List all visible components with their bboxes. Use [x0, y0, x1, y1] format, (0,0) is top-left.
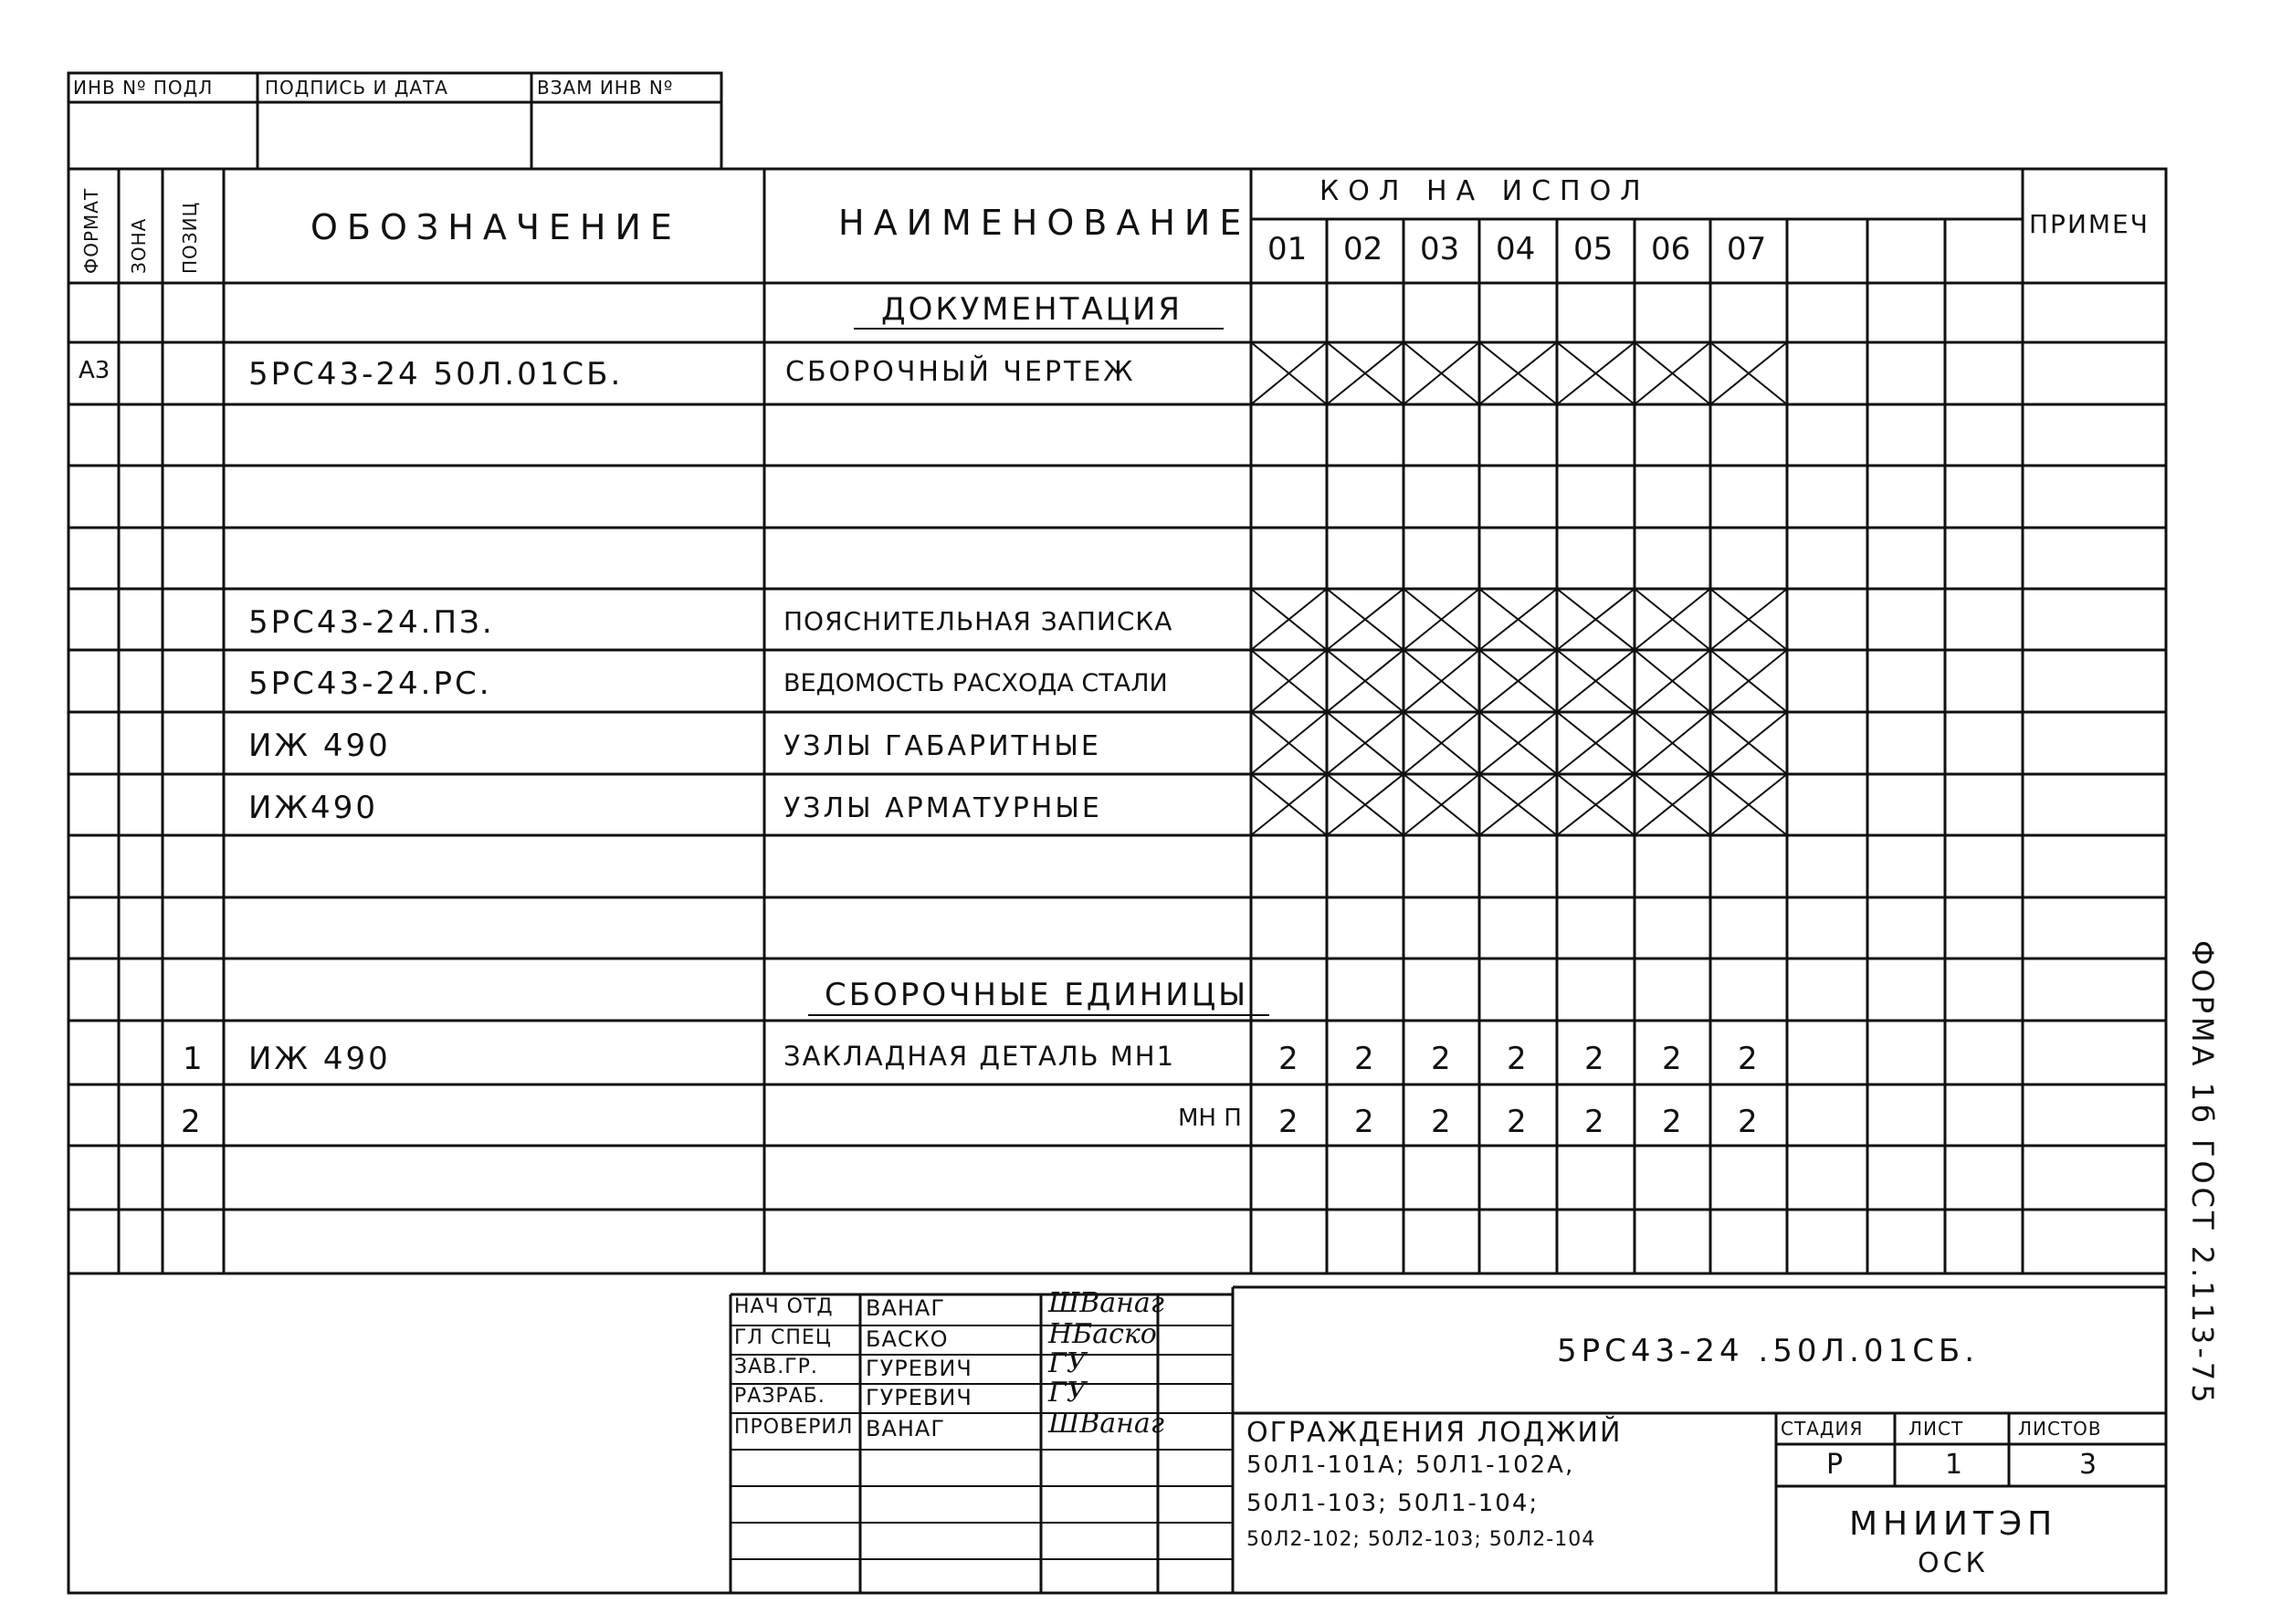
- tb-role-2: ГЛ СПЕЦ: [734, 1326, 832, 1349]
- qty-row-6-variant-05: 2: [1584, 1041, 1604, 1077]
- tb-signature-1: ШВанаг: [1048, 1287, 1164, 1319]
- row-5-name: УЗЛЫ АРМАТУРНЫЕ: [783, 792, 1102, 824]
- tb-signature-2: НБаско: [1048, 1318, 1157, 1350]
- sheets-value: 3: [2079, 1449, 2098, 1481]
- row-7-position: 2: [181, 1104, 201, 1140]
- stage-value: Р: [1826, 1449, 1844, 1481]
- header-qty: КОЛ НА ИСПОЛ: [1319, 175, 1650, 207]
- tb-signature-3: ГУ: [1048, 1347, 1087, 1379]
- variant-header-06: 06: [1651, 231, 1691, 267]
- department: ОСК: [1918, 1547, 1989, 1579]
- header-format: ФОРМАТ: [80, 187, 102, 274]
- variant-header-07: 07: [1727, 231, 1767, 267]
- qty-row-7-variant-05: 2: [1584, 1104, 1604, 1140]
- header-note: ПРИМЕЧ: [2029, 209, 2150, 239]
- qty-row-6-variant-06: 2: [1662, 1041, 1682, 1077]
- tb-signature-5: ШВанаг: [1048, 1408, 1164, 1440]
- qty-row-6-variant-07: 2: [1738, 1041, 1758, 1077]
- stamp-replace-label: ВЗАМ ИНВ Nº: [537, 77, 674, 99]
- row-1-format: А3: [79, 357, 110, 384]
- sheet-value: 1: [1945, 1449, 1963, 1481]
- qty-row-7-variant-02: 2: [1354, 1104, 1374, 1140]
- variant-header-03: 03: [1420, 231, 1460, 267]
- tb-name-3: ГУРЕВИЧ: [866, 1356, 973, 1381]
- row-6-position: 1: [183, 1041, 203, 1077]
- tb-role-4: РАЗРАБ.: [734, 1385, 825, 1408]
- spec-table-grid: [68, 169, 2166, 1273]
- sheets-label: ЛИСТОВ: [2018, 1418, 2102, 1440]
- section-documentation: ДОКУМЕНТАЦИЯ: [881, 291, 1183, 328]
- row-2-designation: 5РС43-24.ПЗ.: [248, 604, 495, 641]
- row-6-name: ЗАКЛАДНАЯ ДЕТАЛЬ МН1: [783, 1041, 1176, 1072]
- row-4-name: УЗЛЫ ГАБАРИТНЫЕ: [783, 730, 1101, 762]
- row-3-name: ВЕДОМОСТЬ РАСХОДА СТАЛИ: [783, 669, 1168, 697]
- tb-signature-4: ГУ: [1048, 1377, 1087, 1409]
- tb-role-1: НАЧ ОТД: [734, 1295, 834, 1318]
- section-assembly-units: СБОРОЧНЫЕ ЕДИНИЦЫ: [825, 977, 1249, 1013]
- row-1-name: СБОРОЧНЫЙ ЧЕРТЕЖ: [785, 356, 1136, 388]
- tb-role-5: ПРОВЕРИЛ: [734, 1416, 854, 1439]
- qty-row-7-variant-01: 2: [1278, 1104, 1298, 1140]
- qty-row-6-variant-04: 2: [1507, 1041, 1527, 1077]
- tb-name-2: БАСКО: [866, 1326, 949, 1352]
- tb-name-5: ВАНАГ: [866, 1416, 945, 1441]
- title-line-1: ОГРАЖДЕНИЯ ЛОДЖИЙ: [1246, 1417, 1623, 1449]
- row-2-name: ПОЯСНИТЕЛЬНАЯ ЗАПИСКА: [783, 606, 1173, 636]
- qty-row-7-variant-04: 2: [1507, 1104, 1527, 1140]
- title-line-3: 50Л1-103; 50Л1-104;: [1246, 1490, 1540, 1517]
- row-3-designation: 5РС43-24.РС.: [248, 665, 492, 702]
- tb-name-1: ВАНАГ: [866, 1295, 945, 1321]
- stamp-sign-label: ПОДПИСЬ И ДАТА: [265, 77, 448, 99]
- row-7-name: МН П: [1178, 1105, 1242, 1132]
- row-4-designation: ИЖ 490: [248, 728, 391, 764]
- qty-row-7-variant-07: 2: [1738, 1104, 1758, 1140]
- qty-row-6-variant-03: 2: [1431, 1041, 1451, 1077]
- qty-row-7-variant-06: 2: [1662, 1104, 1682, 1140]
- stamp-inv-label: ИНВ Nº ПОДЛ: [73, 77, 214, 99]
- header-name: НАИМЕНОВАНИЕ: [838, 203, 1251, 243]
- qty-row-6-variant-01: 2: [1278, 1041, 1298, 1077]
- header-zone: ЗОНА: [128, 217, 150, 274]
- header-designation: ОБОЗНАЧЕНИЕ: [310, 207, 681, 247]
- organization: МНИИТЭП: [1849, 1505, 2058, 1543]
- variant-header-02: 02: [1343, 231, 1383, 267]
- qty-row-6-variant-02: 2: [1354, 1041, 1374, 1077]
- variant-header-01: 01: [1267, 231, 1308, 267]
- stage-label: СТАДИЯ: [1781, 1418, 1864, 1440]
- row-6-designation: ИЖ 490: [248, 1041, 391, 1077]
- sheet-label: ЛИСТ: [1908, 1418, 1964, 1440]
- tb-name-4: ГУРЕВИЧ: [866, 1385, 973, 1410]
- header-position: ПОЗИЦ: [179, 201, 201, 274]
- row-5-designation: ИЖ490: [248, 790, 378, 826]
- tb-role-3: ЗАВ.ГР.: [734, 1356, 818, 1378]
- variant-header-04: 04: [1496, 231, 1536, 267]
- title-line-4: 50Л2-102; 50Л2-103; 50Л2-104: [1246, 1528, 1596, 1551]
- variant-header-05: 05: [1573, 231, 1614, 267]
- form-standard-note: ФОРМА 1б ГОСТ 2.113-75: [2185, 940, 2220, 1407]
- title-line-2: 50Л1-101А; 50Л1-102А,: [1246, 1451, 1575, 1479]
- doc-code: 5РС43-24 .50Л.01СБ.: [1557, 1333, 1980, 1369]
- row-1-designation: 5РС43-24 50Л.01СБ.: [248, 356, 624, 393]
- qty-row-7-variant-03: 2: [1431, 1104, 1451, 1140]
